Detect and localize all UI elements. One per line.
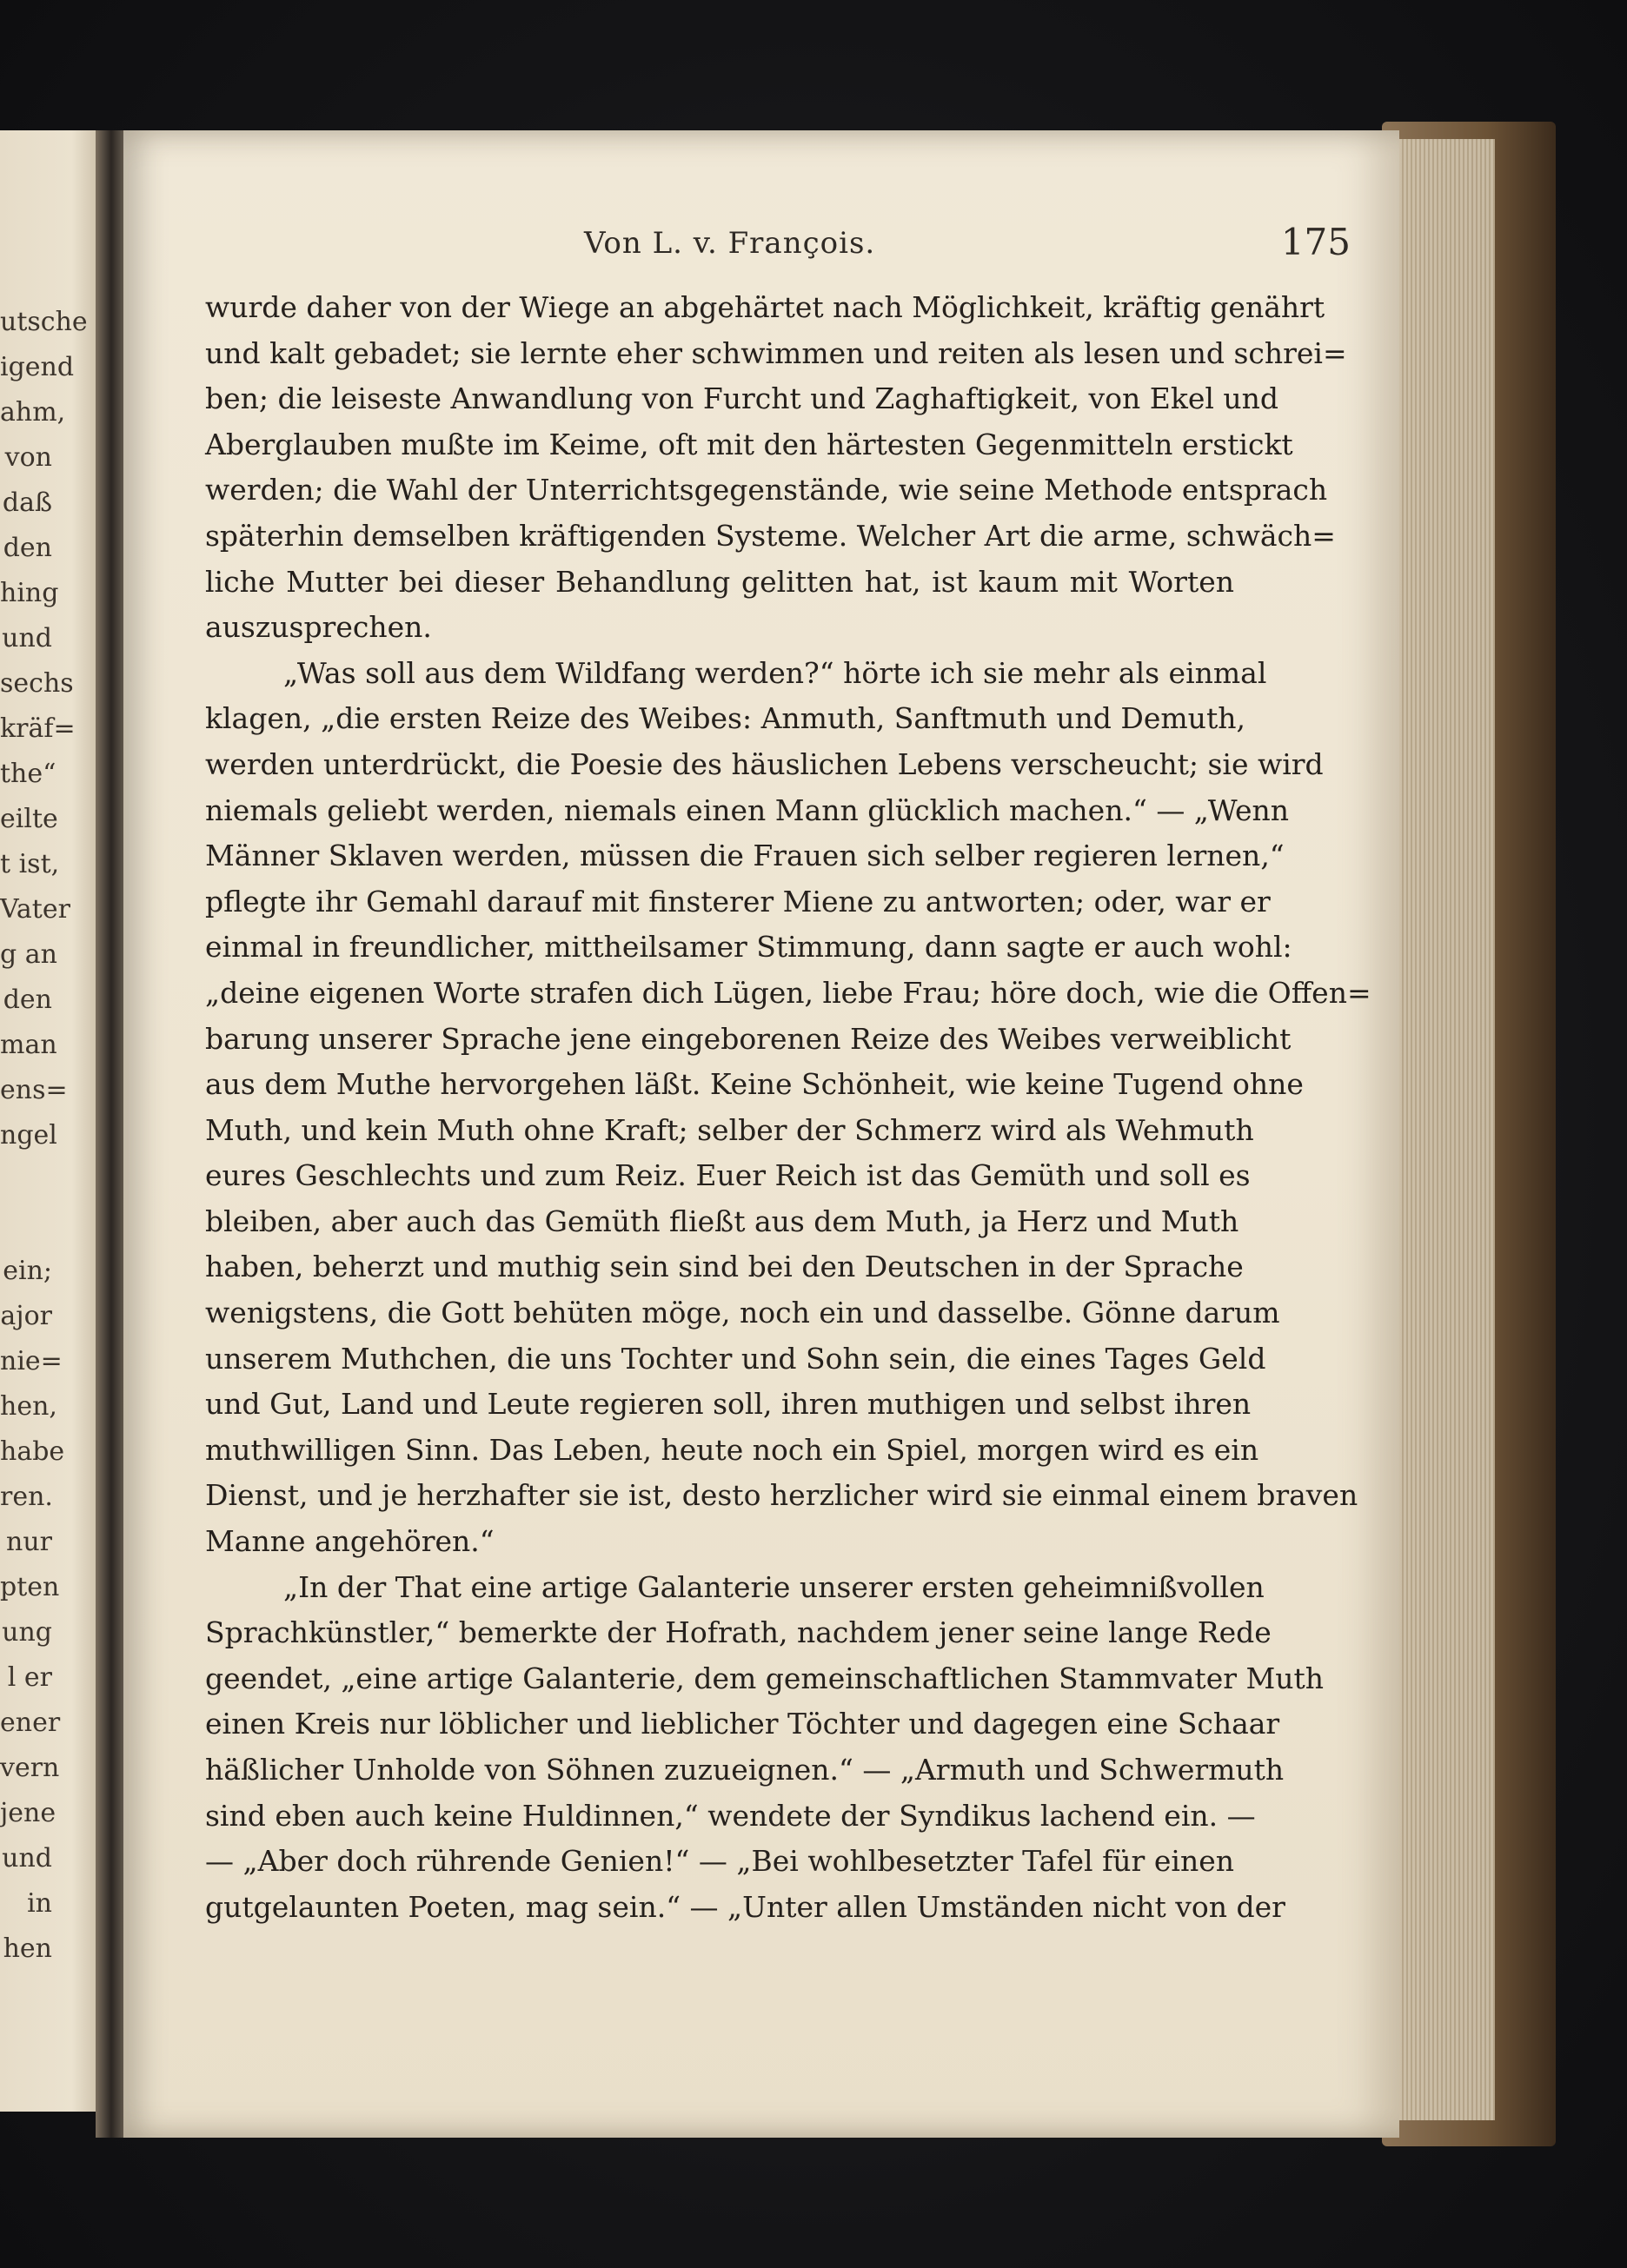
text-line: Sprachkünstler,“ bemerkte der Hofrath, nachdem jener seine lange Rede <box>205 1615 1272 1650</box>
text-line: muthwilligen Sinn. Das Leben, heute noch ein Spiel, morgen wird es ein <box>205 1432 1259 1467</box>
text-line: „deine eigenen Worte strafen dich Lügen, liebe Frau; höre doch, wie die Offen= <box>205 975 1371 1010</box>
left-page-fragment: hen <box>3 1933 52 1964</box>
left-page-fragment: ens= <box>0 1075 68 1105</box>
left-page-fragment: Vater <box>0 894 70 925</box>
paragraph <box>205 285 1347 651</box>
left-page-fragment: ajor <box>0 1301 52 1331</box>
text-line: wenigstens, die Gott behüten möge, noch ein und dasselbe. Gönne darum <box>205 1296 1280 1330</box>
text-line: Aberglauben mußte im Keime, oft mit den härtesten Gegenmitteln erstickt <box>205 427 1293 461</box>
left-page-fragment: kräf= <box>0 713 76 744</box>
paragraph <box>205 651 1371 1565</box>
left-page-fragment: igend <box>0 352 75 382</box>
left-page-fragment: und <box>2 1843 52 1873</box>
right-page <box>123 130 1399 2138</box>
left-page-fragment: pten <box>0 1572 60 1602</box>
text-line: werden; die Wahl der Unterrichtsgegenstände, wie seine Methode entsprach <box>205 473 1328 507</box>
text-line: auszusprechen. <box>205 610 432 645</box>
text-line: eures Geschlechts und zum Reiz. Euer Reich ist das Gemüth und soll es <box>205 1158 1251 1193</box>
left-page-fragment: daß <box>2 487 52 518</box>
running-title: Von L. v. François. <box>584 226 876 261</box>
text-line: geendet, „eine artige Galanterie, dem gemeinschaftlichen Stammvater Muth <box>205 1661 1325 1695</box>
left-page-fragment: ngel <box>0 1120 57 1151</box>
left-page-fragment: und <box>2 623 52 653</box>
text-line: einen Kreis nur löblicher und lieblicher Töchter und dagegen eine Schaar <box>205 1707 1280 1741</box>
left-page-fragment: den <box>3 533 52 563</box>
text-line: ben; die leiseste Anwandlung von Furcht und Zaghaftigkeit, von Ekel und <box>205 381 1279 416</box>
page-edges <box>1391 139 1495 2120</box>
text-line: und Gut, Land und Leute regieren soll, ihren muthigen und selbst ihren <box>205 1387 1252 1422</box>
text-line: werden unterdrückt, die Poesie des häuslichen Lebens verscheucht; sie wird <box>205 746 1324 781</box>
left-page-fragment: nur <box>6 1527 52 1557</box>
text-line: unserem Muthchen, die uns Tochter und Sohn sein, die eines Tages Geld <box>205 1341 1266 1376</box>
text-line: liche Mutter bei dieser Behandlung gelitten hat, ist kaum mit Worten <box>205 564 1234 599</box>
text-line: Muth, und kein Muth ohne Kraft; selber der Schmerz wird als Wehmuth <box>205 1112 1254 1147</box>
text-line: wurde daher von der Wiege an abgehärtet nach Möglichkeit, kräftig genährt <box>205 290 1325 324</box>
text-line: häßlicher Unholde von Söhnen zuzueignen.“ — „Armuth und Schwermuth <box>205 1753 1285 1787</box>
text-line: späterhin demselben kräftigenden Systeme. Welcher Art die arme, schwäch= <box>205 518 1336 553</box>
left-page-fragment: ung <box>2 1617 52 1648</box>
text-line: „Was soll aus dem Wildfang werden?“ hörte ich sie mehr als einmal <box>283 655 1267 690</box>
paragraph <box>205 1565 1325 1931</box>
left-page-fragment: ren. <box>0 1482 53 1512</box>
left-page-fragment: von <box>4 442 52 473</box>
text-line: pflegte ihr Gemahl darauf mit finsterer Miene zu antworten; oder, war er <box>205 884 1271 918</box>
left-page-fragment: utsche <box>0 307 88 337</box>
text-line: Manne angehören.“ <box>205 1524 495 1559</box>
left-page-fragment <box>0 1158 52 1249</box>
left-page-fragment: man <box>0 1030 57 1060</box>
left-page-fragment: den <box>3 985 52 1015</box>
left-page-fragment: eilte <box>0 804 58 834</box>
left-page-fragment: ener <box>0 1708 61 1738</box>
text-line: einmal in freundlicher, mittheilsamer Stimmung, dann sagte er auch wohl: <box>205 930 1292 965</box>
text-line: haben, beherzt und muthig sein sind bei den Deutschen in der Sprache <box>205 1250 1244 1284</box>
left-page-fragment: sechs <box>0 668 74 699</box>
text-line: bleiben, aber auch das Gemüth fließt aus dem Muth, ja Herz und Muth <box>205 1204 1239 1238</box>
left-page-fragment: ahm, <box>0 397 66 428</box>
text-line: niemals geliebt werden, niemals einen Mann glücklich machen.“ — „Wenn <box>205 792 1289 827</box>
left-page-fragment: hing <box>0 578 59 608</box>
left-page-fragment: l er <box>7 1662 52 1693</box>
left-page-fragment: hen, <box>0 1391 57 1422</box>
text-line: gutgelaunten Poeten, mag sein.“ — „Unter allen Umständen nicht von der <box>205 1889 1285 1924</box>
left-page-fragment: t ist, <box>0 849 60 879</box>
left-page-fragment: in <box>27 1888 52 1919</box>
left-page-fragment: the“ <box>0 759 56 789</box>
left-page-fragment: nie= <box>0 1346 63 1376</box>
text-line: klagen, „die ersten Reize des Weibes: Anmuth, Sanftmuth und Demuth, <box>205 701 1245 736</box>
text-line: sind eben auch keine Huldinnen,“ wendete der Syndikus lachend ein. — <box>205 1798 1256 1833</box>
text-line: barung unserer Sprache jene eingeborenen Reize des Weibes verweiblicht <box>205 1021 1292 1056</box>
left-page-fragment: vern <box>0 1753 60 1783</box>
text-line: aus dem Muthe hervorgehen läßt. Keine Schönheit, wie keine Tugend ohne <box>205 1067 1304 1102</box>
left-page-fragment: ein; <box>3 1256 52 1286</box>
left-page-text-fragments <box>0 300 88 1972</box>
page-number: 175 <box>1280 221 1351 263</box>
left-page-fragment: habe <box>0 1436 65 1467</box>
left-page-fragment: g an <box>0 939 57 970</box>
page-header <box>123 217 1399 269</box>
left-page-fragment: jene <box>0 1798 56 1828</box>
text-line: — „Aber doch rührende Genien!“ — „Bei wohlbesetzter Tafel für einen <box>205 1844 1234 1879</box>
body-text <box>205 285 1371 1930</box>
text-line: und kalt gebadet; sie lernte eher schwimmen und reiten als lesen und schrei= <box>205 335 1347 370</box>
text-line: Dienst, und je herzhafter sie ist, desto herzlicher wird sie einmal einem braven <box>205 1478 1358 1513</box>
text-line: „In der That eine artige Galanterie unserer ersten geheimnißvollen <box>283 1569 1265 1604</box>
text-line: Männer Sklaven werden, müssen die Frauen sich selber regieren lernen,“ <box>205 839 1285 873</box>
